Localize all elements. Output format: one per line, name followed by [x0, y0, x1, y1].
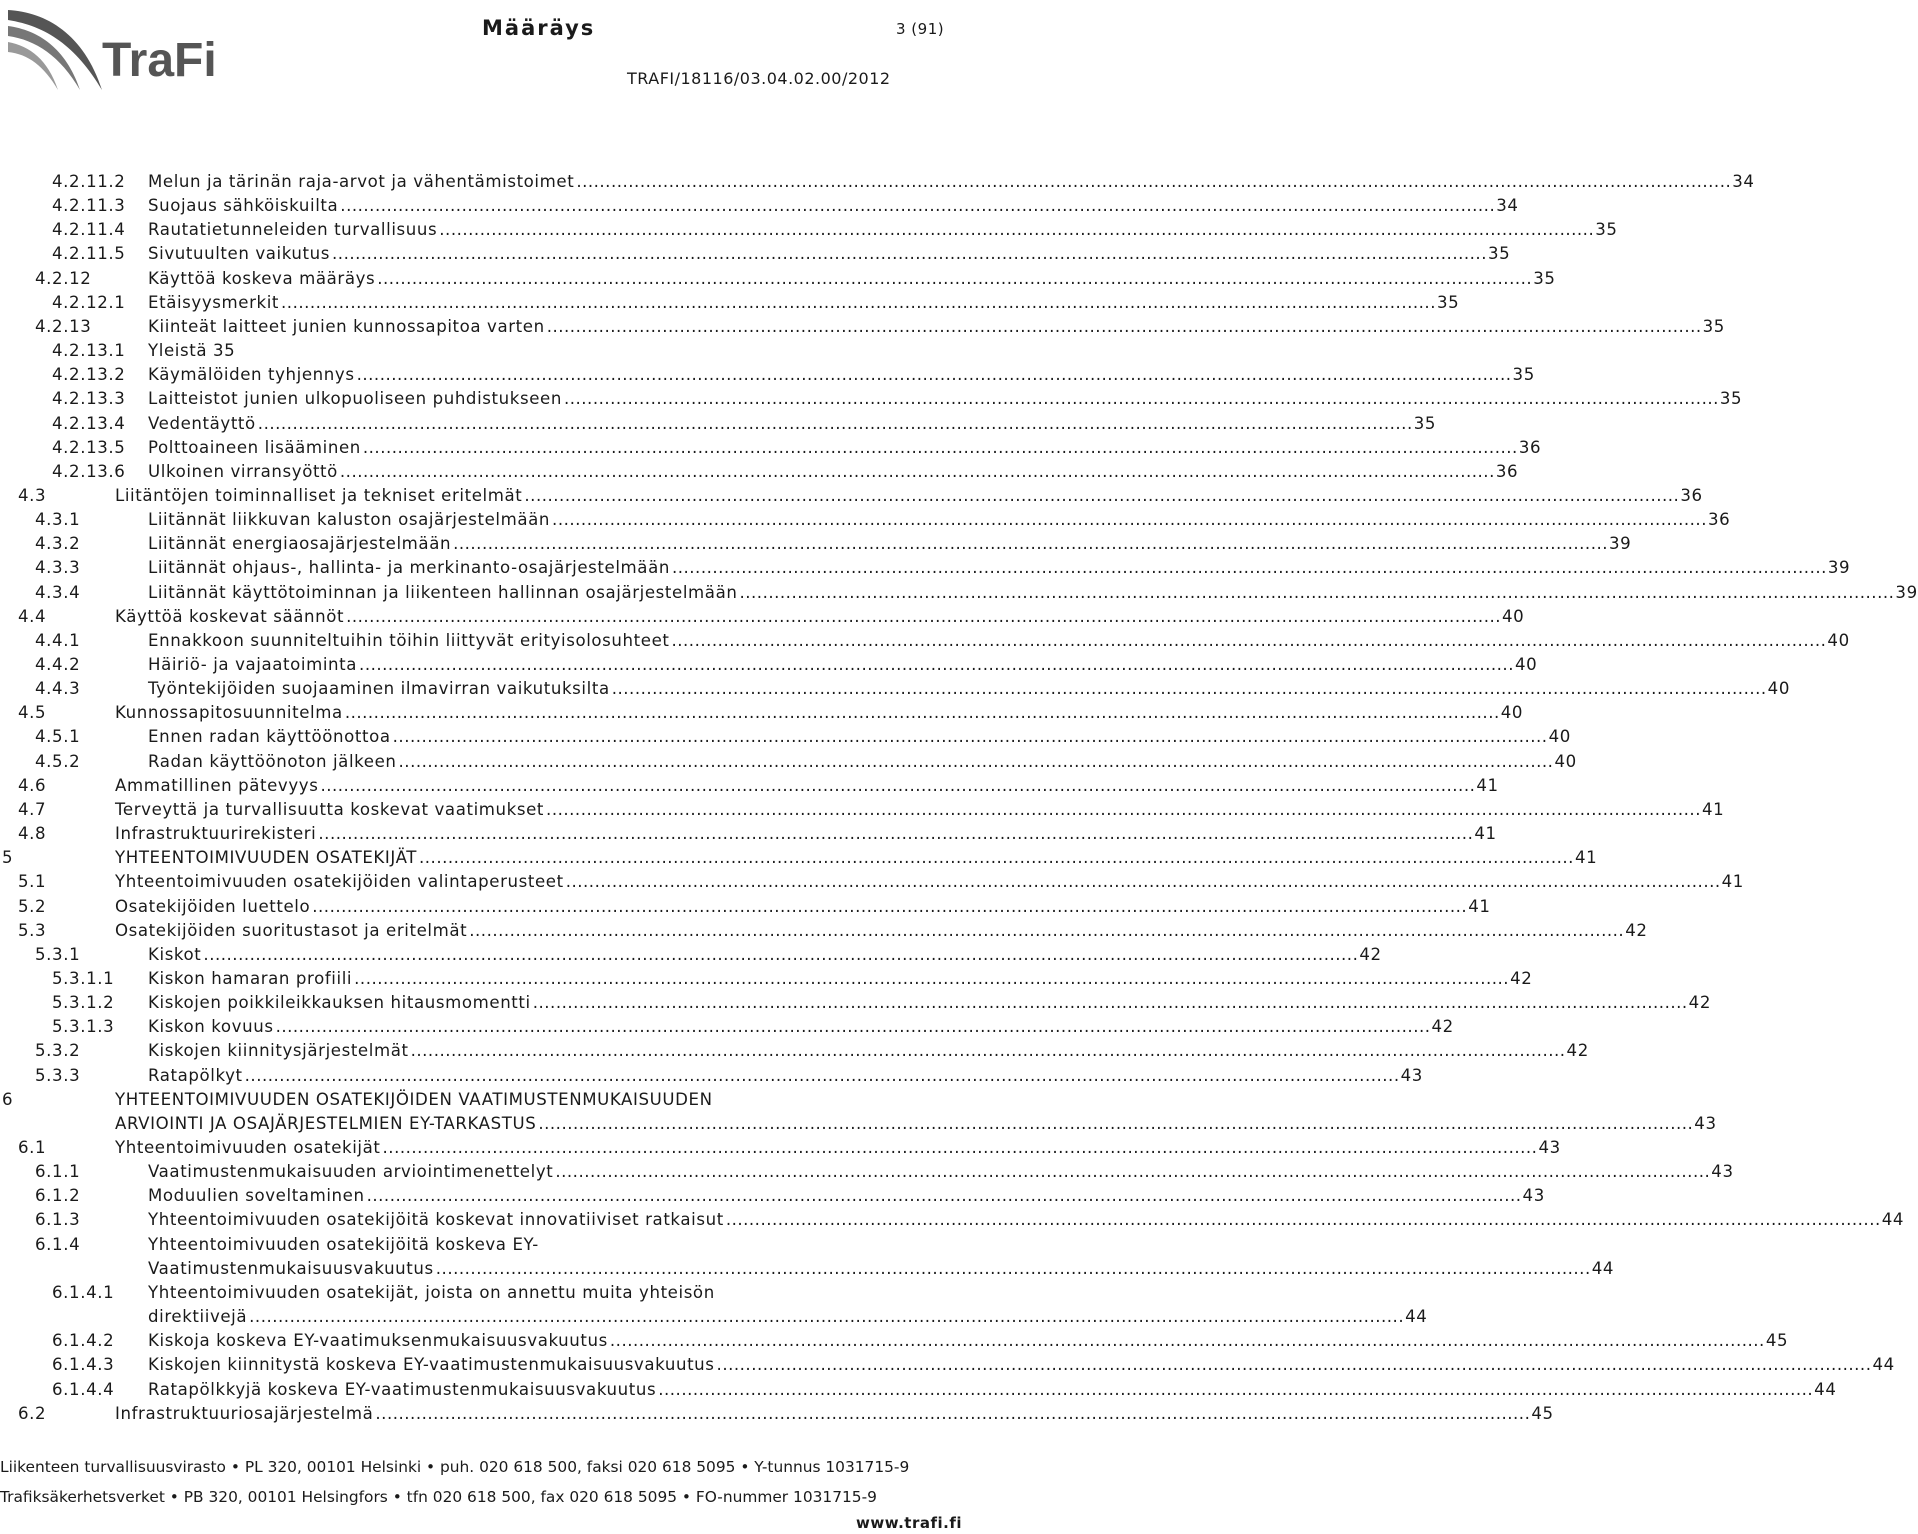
toc-entry[interactable]: [18, 870, 1744, 894]
toc-entry[interactable]: [18, 605, 1525, 629]
toc-entry[interactable]: [52, 1329, 1789, 1353]
toc-entry-page: 43: [1522, 1186, 1545, 1206]
toc-entry[interactable]: [52, 242, 1511, 266]
document-reference: TRAFI/18116/03.04.02.00/2012: [627, 69, 891, 88]
toc-entry-number: 6.1.4.3: [52, 1355, 115, 1375]
toc-entry-title: Kiskon hamaran profiili: [148, 968, 353, 988]
toc-entry-title: Rautatietunneleiden turvallisuus: [148, 220, 438, 240]
toc-entry-number: 4.4.1: [35, 630, 81, 650]
toc-entry-page: 40: [1767, 679, 1790, 699]
toc-entry-leader: ........................................................................................................................................................................................................: [203, 944, 1359, 964]
toc-entry-page: 35: [1436, 292, 1460, 312]
toc-entry[interactable]: [18, 822, 1497, 846]
toc-entry[interactable]: [35, 1208, 1905, 1232]
toc-entry-number: 5.3: [18, 920, 47, 940]
toc-entry-title: Ulkoinen virransyöttö: [148, 461, 338, 481]
toc-entry-title: Käymälöiden tyhjennys: [148, 365, 355, 385]
toc-entry-page: 43: [1400, 1065, 1423, 1085]
toc-entry-leader: ........................................................................................................................................................................................................: [611, 679, 1767, 699]
toc-entry-page: 41: [1476, 775, 1499, 795]
toc-entry-title: Moduulien soveltaminen: [148, 1186, 365, 1206]
toc-entry-leader: ........................................................................................................................................................................................................: [382, 1138, 1538, 1157]
toc-entry-leader: ........................................................................................................................................................................................................: [275, 1017, 1431, 1037]
toc-entry-title: Kiskoja koskeva EY-vaatimuksenmukaisuusvakuutus: [148, 1331, 608, 1351]
toc-entry[interactable]: [52, 460, 1519, 484]
toc-entry-number: 4.4: [18, 606, 47, 626]
toc-entry[interactable]: [35, 267, 1556, 291]
toc-entry-title: Radan käyttöönoton jälkeen: [148, 751, 397, 771]
toc-entry-page: 42: [1510, 968, 1533, 988]
toc-entry-title: Ennen radan käyttöönottoa: [148, 727, 391, 747]
toc-entry-leader: ........................................................................................................................................................................................................: [320, 775, 1476, 795]
toc-entry-leader: ........................................................................................................................................................................................................: [398, 751, 1554, 771]
toc-entry-page: 41: [1721, 872, 1744, 892]
toc-entry-number: 4.4.3: [35, 679, 81, 699]
toc-entry[interactable]: [52, 436, 1542, 460]
toc-entry-leader: ........................................................................................................................................................................................................: [609, 1331, 1765, 1351]
toc-entry-number: 6.1.4.4: [52, 1379, 115, 1399]
toc-entry-page: 35: [1512, 365, 1535, 385]
toc-entry[interactable]: [2, 846, 1598, 870]
toc-entry-page: 45: [1531, 1403, 1554, 1423]
toc-entry[interactable]: [35, 653, 1538, 677]
toc-entry-number: 6.1.4.2: [52, 1331, 115, 1351]
toc-entry-leader: ........................................................................................................................................................................................................: [671, 558, 1827, 578]
toc-entry-title: Melun ja tärinän raja-arvot ja vähentämistoimet: [148, 172, 575, 191]
toc-entry-leader: ........................................................................................................................................................................................................: [332, 244, 1487, 264]
toc-entry-leader: ........................................................................................................................................................................................................: [469, 920, 1625, 940]
toc-entry-number: 5.3.1.3: [52, 1017, 115, 1037]
toc-entry[interactable]: [35, 677, 1790, 701]
toc-entry-leader: ........................................................................................................................................................................................................: [362, 437, 1518, 457]
toc-entry-page: 35: [1487, 244, 1511, 264]
toc-entry-number: 6.1.4.1: [52, 1282, 115, 1302]
toc-entry-title: Liitännät ohjaus-, hallinta- ja merkinanto-osajärjestelmään: [148, 558, 670, 578]
toc-entry[interactable]: [52, 1378, 1837, 1402]
toc-entry-title: Ennakkoon suunniteltuihin töihin liittyvät erityisolosuhteet: [148, 630, 670, 650]
toc-entry-page: 39: [1895, 582, 1918, 602]
toc-entry-leader: ........................................................................................................................................................................................................: [671, 630, 1827, 650]
toc-entry[interactable]: [18, 484, 1703, 508]
toc-entry[interactable]: [18, 1402, 1554, 1426]
toc-entry[interactable]: [52, 291, 1460, 315]
toc-entry[interactable]: [18, 1136, 1561, 1160]
toc-entry-leader: ........................................................................................................................................................................................................: [546, 799, 1701, 819]
toc-entry-leader: ........................................................................................................................................................................................................: [716, 1355, 1872, 1375]
toc-entry-page: 42: [1688, 993, 1711, 1013]
toc-entry-leader: ........................................................................................................................................................................................................: [257, 413, 1413, 433]
toc-entry-title: ARVIOINTI JA OSAJÄRJESTELMIEN EY-TARKASTUS: [115, 1113, 537, 1133]
toc-entry-title: Sivutuulten vaikutus: [148, 244, 331, 264]
toc-entry-title: Polttoaineen lisääminen: [148, 437, 361, 457]
toc-entry-leader: ........................................................................................................................................................................................................: [555, 1162, 1711, 1182]
toc-entry-page: 43: [1711, 1162, 1734, 1182]
toc-entry-leader: ........................................................................................................................................................................................................: [339, 461, 1495, 481]
toc-entry-leader: ........................................................................................................................................................................................................: [346, 606, 1502, 626]
toc-entry-page: 42: [1431, 1017, 1454, 1037]
toc-entry-leader: ........................................................................................................................................................................................................: [552, 510, 1707, 530]
toc-entry-number: 4.3.3: [35, 558, 81, 578]
toc-entry[interactable]: [35, 1160, 1734, 1184]
toc-entry-leader: ........................................................................................................................................................................................................: [439, 220, 1595, 240]
toc-entry-title: Ratapölkyt: [148, 1065, 243, 1085]
toc-entry-leader: ........................................................................................................................................................................................................: [281, 292, 1436, 312]
toc-entry-leader: ........................................................................................................................................................................................................: [453, 534, 1609, 554]
toc-entry-number: 5.3.1.2: [52, 993, 115, 1013]
toc-entry-page: 40: [1500, 703, 1524, 723]
toc-entry-number: 5.3.3: [35, 1065, 81, 1085]
toc-entry[interactable]: [35, 1064, 1423, 1088]
toc-entry-page: 42: [1625, 920, 1648, 940]
toc-entry-title: Yhteentoimivuuden osatekijät: [115, 1138, 381, 1157]
toc-entry-number: 4.2.13.3: [52, 389, 126, 409]
toc-entry[interactable]: [18, 895, 1491, 919]
toc-entry-title: Liitäntöjen toiminnalliset ja tekniset eritelmät: [115, 485, 523, 505]
toc-entry-number: 6.1.3: [35, 1210, 81, 1230]
toc-entry-title: Kiskojen kiinnitysjärjestelmät: [148, 1041, 409, 1061]
toc-entry-page: 36: [1680, 485, 1703, 505]
toc-entry[interactable]: [35, 532, 1632, 556]
toc-entry-leader: ........................................................................................................................................................................................................: [318, 824, 1474, 844]
toc-entry-title: Kiskon kovuus: [148, 1017, 274, 1037]
toc-entry-page: 43: [1694, 1113, 1717, 1133]
toc-entry-leader: ........................................................................................................................................................................................................: [524, 485, 1680, 505]
toc-entry-number: 4.2.13: [35, 316, 92, 336]
toc-entry-page: 35: [1595, 220, 1618, 240]
toc-entry-number: 5.3.1: [35, 944, 81, 964]
toc-entry-number: 4.2.13.6: [52, 461, 126, 481]
toc-entry-page: 41: [1574, 848, 1598, 868]
toc-entry[interactable]: [52, 1305, 1428, 1329]
toc-entry-number: 4.5.2: [35, 751, 81, 771]
toc-entry-leader: ........................................................................................................................................................................................................: [435, 1258, 1591, 1278]
toc-entry-title: Kunnossapitosuunnitelma: [115, 703, 343, 723]
toc-entry-title: Vaatimustenmukaisuuden arviointimenettelyt: [148, 1162, 554, 1182]
toc-entry-number: 6: [2, 1089, 14, 1109]
toc-entry-page: 44: [1591, 1258, 1615, 1278]
toc-entry-page: 39: [1609, 534, 1632, 554]
toc-entry-page: 36: [1518, 437, 1542, 457]
toc-entry-title: Ratapölkkyjä koskeva EY-vaatimustenmukaisuusvakuutus: [148, 1379, 657, 1399]
toc-entry-title: Yhteentoimivuuden osatekijöiden valintaperusteet: [115, 872, 564, 892]
toc-entry-page: 35: [1702, 316, 1725, 336]
toc-entry-page: 42: [1359, 944, 1382, 964]
toc-entry-page: 44: [1881, 1210, 1905, 1230]
toc-entry-title: direktiivejä: [148, 1307, 248, 1327]
toc-entry-title: Häiriö- ja vajaatoiminta: [148, 655, 358, 674]
toc-entry[interactable]: [35, 1184, 1545, 1208]
toc-entry-page: 36: [1707, 510, 1731, 530]
toc-entry[interactable]: [52, 1281, 958, 1305]
toc-entry-leader: ........................................................................................................................................................................................................: [739, 582, 1895, 602]
toc-entry-leader: ........................................................................................................................................................................................................: [546, 316, 1702, 336]
toc-entry-page: 34: [1496, 196, 1519, 216]
toc-entry[interactable]: [35, 750, 1577, 774]
toc-entry-leader: ........................................................................................................................................................................................................: [366, 1186, 1522, 1206]
toc-entry-title: Osatekijöiden suoritustasot ja eritelmät: [115, 920, 468, 940]
toc-entry-page: 35: [1533, 268, 1556, 288]
toc-entry-page: 41: [1468, 896, 1491, 916]
footer-line-fi: Liikenteen turvallisuusvirasto • PL 320, 00101 Helsinki • puh. 020 618 500, faksi 020 618 5095 • Y-tunnus 1031715-9: [0, 1458, 910, 1476]
toc-entry-number: 4.5: [18, 703, 47, 723]
toc-entry-number: 4.3.4: [35, 582, 81, 602]
toc-entry-number: 4.4.2: [35, 655, 81, 674]
toc-entry-title: Liitännät energiaosajärjestelmään: [148, 534, 452, 554]
toc-entry-title: Ammatillinen pätevyys: [115, 775, 319, 795]
toc-entry-number: 4.2.11.4: [52, 220, 126, 240]
toc-entry[interactable]: [52, 412, 1437, 436]
toc-entry-leader: ........................................................................................................................................................................................................: [576, 172, 1732, 191]
toc-entry-leader: ........................................................................................................................................................................................................: [244, 1065, 1400, 1085]
toc-entry-number: 4.6: [18, 775, 47, 795]
toc-entry-page: 44: [1405, 1307, 1428, 1327]
logo-text: TraFi: [102, 34, 217, 87]
toc-entry-number: 4.3.1: [35, 510, 81, 530]
toc-entry-number: 4.2.11.2: [52, 172, 126, 191]
toc-entry-number: 4.7: [18, 799, 47, 819]
toc-entry-number: 5.1: [18, 872, 47, 892]
trafi-logo: [6, 4, 220, 96]
toc-entry[interactable]: [52, 218, 1618, 242]
toc-entry-leader: ........................................................................................................................................................................................................: [359, 655, 1514, 674]
toc-entry-page: 43: [1538, 1138, 1561, 1157]
toc-entry-page: 35: [1719, 389, 1743, 409]
toc-entry-leader: ........................................................................................................................................................................................................: [410, 1041, 1566, 1061]
toc-entry-number: 6.1.2: [35, 1186, 81, 1206]
toc-entry-leader: ........................................................................................................................................................................................................: [419, 848, 1574, 868]
toc-entry[interactable]: [35, 556, 1851, 580]
toc-entry-leader: ........................................................................................................................................................................................................: [377, 268, 1533, 288]
toc-entry[interactable]: [18, 919, 1648, 943]
toc-entry-number: 5: [2, 848, 14, 868]
toc-entry-page: 40: [1827, 630, 1850, 650]
toc-entry-title: Vedentäyttö: [148, 413, 256, 433]
toc-entry[interactable]: [52, 387, 1743, 411]
toc-entry[interactable]: [52, 1015, 1454, 1039]
document-type: Määräys: [482, 16, 596, 40]
toc-entry[interactable]: [35, 1233, 958, 1257]
toc-entry-page: 34: [1732, 172, 1755, 191]
toc-entry-number: 4.2.12.1: [52, 292, 126, 312]
toc-entry-leader: ........................................................................................................................................................................................................: [658, 1379, 1814, 1399]
toc-entry-page: 42: [1566, 1041, 1589, 1061]
toc-entry[interactable]: [35, 508, 1731, 532]
toc-entry-title: Yhteentoimivuuden osatekijöitä koskeva EY-: [148, 1234, 539, 1254]
toc-entry-leader: ........................................................................................................................................................................................................: [565, 872, 1721, 892]
toc-entry-leader: ........................................................................................................................................................................................................: [532, 993, 1688, 1013]
toc-entry-leader: ........................................................................................................................................................................................................: [563, 389, 1719, 409]
toc-entry-number: 4.2.13.5: [52, 437, 126, 457]
toc-entry-title: Vaatimustenmukaisuusvakuutus: [148, 1258, 434, 1278]
toc-entry-title: YHTEENTOIMIVUUDEN OSATEKIJÖIDEN VAATIMUSTENMUKAISUUDEN: [115, 1089, 713, 1109]
toc-entry[interactable]: [52, 194, 1519, 218]
toc-entry-page: 39: [1827, 558, 1851, 578]
toc-entry[interactable]: [52, 967, 1533, 991]
toc-entry-number: 4.8: [18, 824, 47, 844]
toc-entry-title: Käyttöä koskevat säännöt: [115, 606, 345, 626]
toc-entry[interactable]: [18, 798, 1725, 822]
toc-entry-number: 6.1.4: [35, 1234, 81, 1254]
toc-entry[interactable]: [2, 1112, 1717, 1136]
toc-entry-title: Liitännät käyttötoiminnan ja liikenteen hallinnan osajärjestelmään: [148, 582, 738, 602]
toc-entry[interactable]: [35, 1257, 1615, 1281]
toc-entry-title: Kiinteät laitteet junien kunnossapitoa varten: [148, 316, 545, 336]
toc-entry-leader: ........................................................................................................................................................................................................: [312, 896, 1468, 916]
toc-entry[interactable]: [52, 170, 1755, 194]
toc-entry-number: 4.3.2: [35, 534, 81, 554]
toc-entry-page: 40: [1502, 606, 1525, 626]
toc-entry-leader: ........................................................................................................................................................................................................: [392, 727, 1548, 747]
toc-entry-page: 36: [1495, 461, 1519, 481]
toc-entry-number: 4.2.11.5: [52, 244, 126, 264]
toc-entry[interactable]: [18, 701, 1524, 725]
toc-entry-title: Yhteentoimivuuden osatekijät, joista on annettu muita yhteisön: [148, 1282, 715, 1302]
toc-entry[interactable]: [52, 1353, 1895, 1377]
toc-entry-leader: ........................................................................................................................................................................................................: [340, 196, 1496, 216]
toc-entry-title: Yleistä 35: [148, 341, 236, 361]
toc-entry-page: 40: [1514, 655, 1538, 674]
toc-entry-page: 35: [1413, 413, 1437, 433]
toc-entry-page: 40: [1548, 727, 1571, 747]
toc-entry-leader: ........................................................................................................................................................................................................: [356, 365, 1512, 385]
toc-entry-title: Liitännät liikkuvan kaluston osajärjestelmään: [148, 510, 551, 530]
toc-entry[interactable]: [35, 581, 1918, 605]
toc-entry[interactable]: [35, 1039, 1589, 1063]
toc-entry-title: Kiskojen kiinnitystä koskeva EY-vaatimustenmukaisuusvakuutus: [148, 1355, 715, 1375]
toc-entry-number: 6.1.1: [35, 1162, 81, 1182]
toc-entry[interactable]: [52, 339, 958, 363]
toc-entry-number: 4.2.12: [35, 268, 92, 288]
footer-line-sv: Trafiksäkerhetsverket • PB 320, 00101 Helsingfors • tfn 020 618 500, fax 020 618 5095 • FO-nummer 1031715-9: [0, 1488, 877, 1506]
toc-entry-leader: ........................................................................................................................................................................................................: [344, 703, 1500, 723]
footer-website[interactable]: www.trafi.fi: [856, 1514, 963, 1532]
toc-entry[interactable]: [35, 315, 1725, 339]
toc-entry-title: Työntekijöiden suojaaminen ilmavirran vaikutuksilta: [148, 679, 610, 699]
toc-entry-page: 44: [1814, 1379, 1837, 1399]
toc-entry-title: YHTEENTOIMIVUUDEN OSATEKIJÄT: [115, 848, 417, 868]
toc-entry-title: Infrastruktuuriosajärjestelmä: [115, 1403, 374, 1423]
toc-entry-title: Terveyttä ja turvallisuutta koskevat vaatimukset: [115, 799, 545, 819]
toc-entry[interactable]: [35, 943, 1382, 967]
toc-entry[interactable]: [18, 774, 1499, 798]
toc-entry-title: Etäisyysmerkit: [148, 292, 280, 312]
toc-entry[interactable]: [35, 629, 1850, 653]
toc-entry[interactable]: [2, 1088, 958, 1112]
toc-entry-number: 5.2: [18, 896, 47, 916]
toc-entry-number: 5.3.1.1: [52, 968, 115, 988]
toc-entry-page: 41: [1701, 799, 1725, 819]
toc-entry-leader: ........................................................................................................................................................................................................: [249, 1307, 1405, 1327]
toc-entry-leader: ........................................................................................................................................................................................................: [538, 1113, 1694, 1133]
toc-entry-page: 45: [1765, 1331, 1789, 1351]
toc-entry[interactable]: [52, 991, 1711, 1015]
page-number: 3 (91): [896, 20, 945, 38]
toc-entry-title: Infrastruktuurirekisteri: [115, 824, 317, 844]
toc-entry-title: Suojaus sähköiskuilta: [148, 196, 339, 216]
toc-entry-title: Osatekijöiden luettelo: [115, 896, 311, 916]
toc-entry-number: 4.2.11.3: [52, 196, 126, 216]
toc-entry-title: Laitteistot junien ulkopuoliseen puhdistukseen: [148, 389, 562, 409]
toc-entry-page: 40: [1554, 751, 1577, 771]
toc-entry-number: 6.2: [18, 1403, 47, 1423]
toc-entry-title: Käyttöä koskeva määräys: [148, 268, 376, 288]
toc-entry-number: 6.1: [18, 1138, 47, 1157]
toc-entry-page: 44: [1872, 1355, 1895, 1375]
toc-entry-number: 4.2.13.2: [52, 365, 126, 385]
toc-entry-title: Kiskojen poikkileikkauksen hitausmomentti: [148, 993, 531, 1013]
toc-entry-number: 5.3.2: [35, 1041, 81, 1061]
toc-entry-leader: ........................................................................................................................................................................................................: [725, 1210, 1881, 1230]
toc-entry-number: 4.2.13.4: [52, 413, 126, 433]
toc-entry-leader: ........................................................................................................................................................................................................: [354, 968, 1510, 988]
toc-entry-leader: ........................................................................................................................................................................................................: [375, 1403, 1531, 1423]
toc-entry[interactable]: [52, 363, 1535, 387]
toc-entry[interactable]: [35, 725, 1571, 749]
toc-entry-title: Kiskot: [148, 944, 202, 964]
toc-entry-title: Yhteentoimivuuden osatekijöitä koskevat innovatiiviset ratkaisut: [148, 1210, 724, 1230]
toc-entry-number: 4.5.1: [35, 727, 81, 747]
toc-entry-page: 41: [1474, 824, 1497, 844]
toc-entry-number: 4.2.13.1: [52, 341, 126, 361]
toc-entry-number: 4.3: [18, 485, 47, 505]
